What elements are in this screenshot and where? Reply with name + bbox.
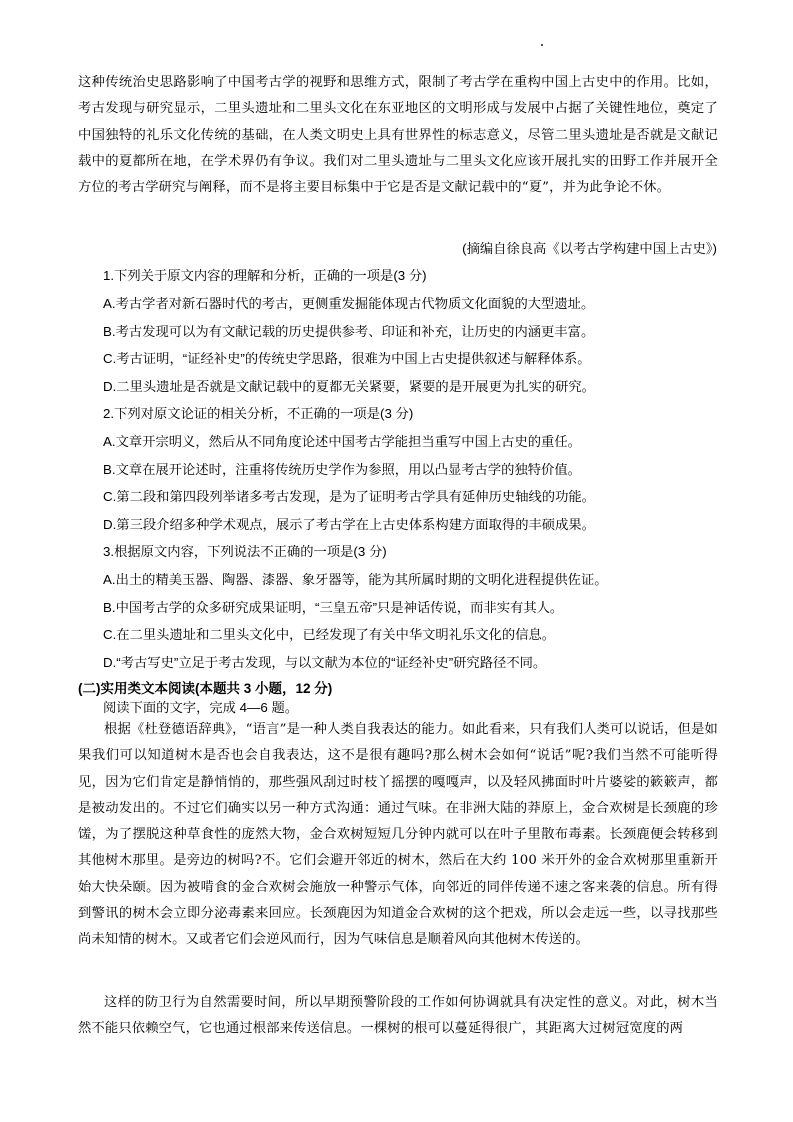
question-2-option-d: D.第三段介绍多种学术观点，展示了考古学在上古史体系构建方面取得的丰硕成果。 [103, 517, 595, 532]
question-1-option-a: A.考古学者对新石器时代的考古，更侧重发掘能体现古代物质文化面貌的大型遗址。 [103, 296, 595, 311]
question-2-option-b: B.文章在展开论述时，注重将传统历史学作为参照，用以凸显考古学的独特价值。 [103, 462, 581, 477]
section-2-instruction: 阅读下面的文字，完成 4—6 题。 [103, 700, 299, 715]
question-3-option-c: C.在二里头遗址和二里头文化中，已经发现了有关中华文明礼乐文化的信息。 [103, 627, 556, 642]
passage1-source: (摘编自徐良高《以考古学构建中国上古史》) [462, 241, 717, 256]
passage1-paragraph: 这种传统治史思路影响了中国考古学的视野和思维方式，限制了考古学在重构中国上古史中的作用。比如，考古发现与研究显示，二里头遗址和二里头文化在东亚地区的文明形成与发展中占据了关键性地位，奠定了中国独特的礼乐文化传统的基础，在人类文明史上具有世界性的标志意义，尽管二里头遗址是否就是文献记载中的夏都所在地，在学术界仍有争议。我们对二里头遗址与二里头文化应该开展扎实的田野工作并展开全方位的考古学研究与阐释，而不是将主要目标集中于它是否是文献记载中的“夏”，并为此争论不休。 [78, 75, 718, 196]
question-1-option-d: D.二里头遗址是否就是文献记载中的夏都无关紧要，紧要的是开展更为扎实的研究。 [103, 379, 595, 394]
question-3-option-b: B.中国考古学的众多研究成果证明，“三皇五帝”只是神话传说，而非实有其人。 [103, 600, 564, 615]
section-2-paragraph-1: 根据《杜登德语辞典》，“语言”是一种人类自我表达的能力。如此看来，只有我们人类可以说话，但是如果我们可以知道树木是否也会自我表达，这不是很有趣吗?那么树木会如何“说话”呢?我们当然不可能听得见，因为它们肯定是静悄悄的，那些强风刮过时枝丫摇摆的嘎嘎声，以及轻风拂面时叶片婆娑的簌簌声，都是被动发出的。不过它们确实以另一种方式沟通：通过气味。在非洲大陆的莽原上，金合欢树是长颈鹿的珍馐，为了摆脱这种草食性的庞然大物，金合欢树短短几分钟内就可以在叶子里散布毒素。长颈鹿便会转移到其他树木那里。是旁边的树吗?不。它们会避开邻近的树木，然后在大约 100 米开外的金合欢树那里重新开始大快朵颐。因为被啃食的金合欢树会施放一种警示气体，向邻近的同伴传递不速之客来袭的信息。所有得到警讯的树木会立即分泌毒素来回应。长颈鹿因为知道金合欢树的这个把戏，所以会走远一些，以寻找那些尚未知情的树木。又或者它们会逆风而行，因为气味信息是顺着风向其他树木传送的。 [78, 722, 718, 948]
section-2-paragraph-2: 这样的防卫行为自然需要时间，所以早期预警阶段的工作如何协调就具有决定性的意义。对此，树木当然不能只依赖空气，它也通过根部来传送信息。一棵树的根可以蔓延得很广，其距离大过树冠宽度的两 [78, 995, 718, 1037]
question-1-option-c: C.考古证明，“证经补史”的传统史学思路，很难为中国上古史提供叙述与解释体系。 [103, 351, 591, 366]
question-1-stem: 1.下列关于原文内容的理解和分析，正确的一项是(3 分) [103, 268, 427, 283]
question-3-option-d: D.“考古写史”立足于考古发现，与以文献为本位的“证经补史”研究路径不同。 [103, 655, 547, 670]
question-1-option-b: B.考古发现可以为有文献记载的历史提供参考、印证和补充，让历史的内涵更丰富。 [103, 324, 595, 339]
question-2-option-a: A.文章开宗明义，然后从不同角度论述中国考古学能担当重写中国上古史的重任。 [103, 434, 581, 449]
scan-speck [541, 44, 543, 46]
question-3-option-a: A.出土的精美玉器、陶器、漆器、象牙器等，能为其所属时期的文明化进程提供佐证。 [103, 572, 608, 587]
question-2-option-c: C.第二段和第四段列举诸多考古发现，是为了证明考古学具有延伸历史轴线的功能。 [103, 489, 595, 504]
question-2-stem: 2.下列对原文论证的相关分析，不正确的一项是(3 分) [103, 406, 414, 421]
section-2-heading: (二)实用类文本阅读(本题共 3 小题，12 分) [78, 681, 333, 696]
question-3-stem: 3.根据原文内容，下列说法不正确的一项是(3 分) [103, 544, 387, 559]
